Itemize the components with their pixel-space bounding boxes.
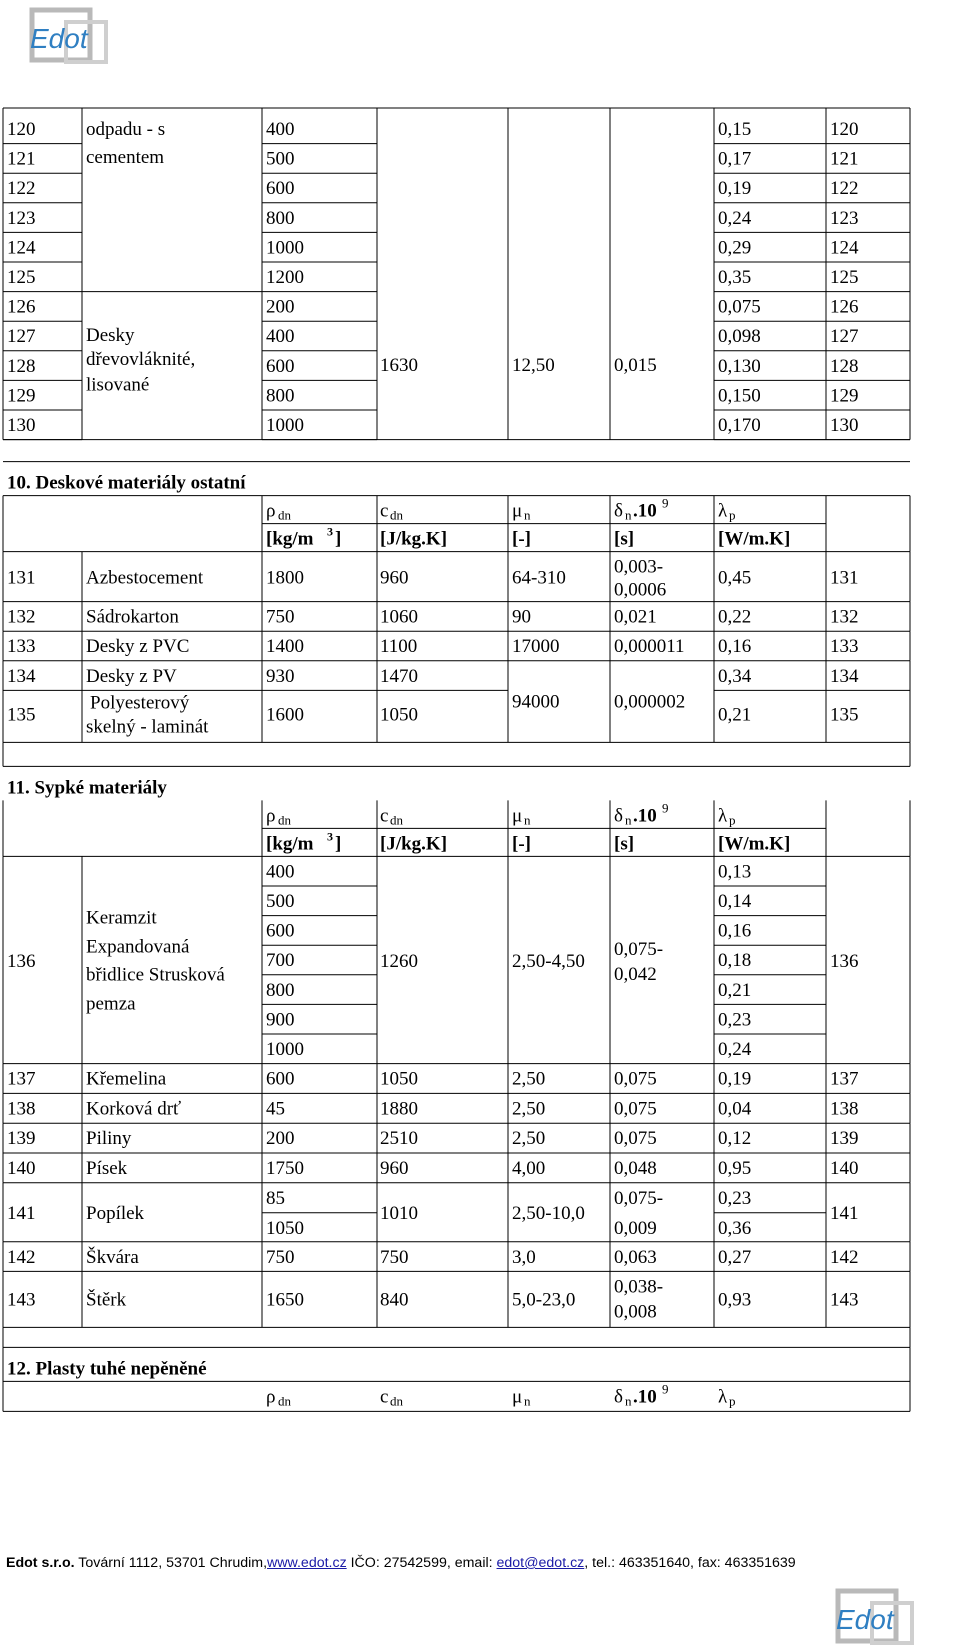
row-number-right: 128	[830, 355, 859, 377]
table-cell: 200	[266, 1128, 295, 1150]
group-label: odpadu - s	[86, 119, 166, 140]
density-value: 400	[266, 119, 295, 140]
table-cell: 139	[7, 1128, 36, 1150]
table-cell: 133	[830, 636, 859, 658]
lambda-value: 0,23	[718, 1009, 752, 1031]
density-value: 600	[266, 920, 295, 942]
table-cell: 133	[7, 636, 36, 658]
row-number: 141	[7, 1202, 36, 1224]
row-number-right: 120	[830, 119, 859, 140]
delta-sub: n	[625, 812, 632, 828]
lambda-value: 0,45	[718, 567, 752, 589]
delta-symbol: δ	[614, 500, 623, 522]
lambda-value: 0,075	[718, 296, 761, 318]
row-number: 127	[7, 326, 36, 348]
rho-unit-end: ]	[335, 833, 342, 855]
table-cell: 90	[512, 606, 531, 628]
row-number: 120	[7, 119, 36, 140]
row-number: 129	[7, 385, 36, 407]
mu-symbol: μ	[512, 1386, 523, 1408]
delta-tail: .10	[633, 1386, 657, 1408]
table-cell: 0,000011	[614, 636, 685, 658]
delta-value: 0,000002	[614, 691, 686, 713]
delta-symbol: δ	[614, 1386, 623, 1408]
row-number: 135	[7, 704, 36, 726]
c-sub: dn	[390, 1393, 403, 1409]
density-value: 900	[266, 1009, 295, 1031]
delta-value: 0,075-	[614, 1187, 664, 1209]
table-cell: 1100	[380, 636, 418, 658]
rho-sub: dn	[278, 1393, 291, 1409]
specific-heat-value: 960	[380, 567, 409, 589]
table-cell: 960	[380, 1158, 409, 1179]
density-value: 200	[266, 296, 295, 318]
table-cell: 0,04	[718, 1098, 752, 1120]
density-value: 800	[266, 385, 295, 407]
table-cell: 0,95	[718, 1158, 752, 1179]
specific-heat-value: 1630	[380, 354, 418, 376]
group-label: cementem	[86, 147, 165, 168]
mu-value: 5,0-23,0	[512, 1289, 576, 1311]
table-cell: 0,27	[718, 1246, 752, 1268]
mu-value: 64-310	[512, 567, 566, 589]
rho-symbol: ρ	[266, 500, 276, 522]
delta-value: 0,0006	[614, 579, 667, 601]
c-sub: dn	[390, 507, 403, 523]
lambda-value: 0,35	[718, 267, 752, 288]
delta-sub: n	[625, 507, 632, 523]
material-name: Azbestocement	[86, 567, 204, 589]
density-value: 600	[266, 355, 295, 377]
table-cell: 0,16	[718, 636, 752, 658]
section-title: 10. Deskové materiály ostatní	[7, 472, 246, 494]
group-label: Desky	[86, 325, 135, 347]
c-unit: [J/kg.K]	[380, 833, 448, 855]
table-cell: 140	[830, 1158, 859, 1179]
row-number: 123	[7, 207, 36, 229]
row-number: 134	[7, 665, 36, 687]
logo-text: Edot	[30, 23, 88, 54]
density-value: 1200	[266, 267, 304, 288]
table-cell: 0,075	[614, 1128, 657, 1150]
density-value: 1000	[266, 1039, 304, 1060]
edot-logo-bottom	[828, 1585, 924, 1651]
row-number: 121	[7, 148, 36, 170]
row-number-right: 135	[830, 704, 859, 726]
table-cell: 0,22	[718, 606, 752, 628]
c-unit: [J/kg.K]	[380, 528, 448, 550]
group-label: lisované	[86, 374, 150, 396]
lambda-value: 0,15	[718, 119, 752, 140]
lambda-value: 0,130	[718, 355, 761, 377]
row-number: 136	[7, 951, 36, 972]
delta-value: 0,003-	[614, 556, 664, 578]
density-value: 1650	[266, 1289, 304, 1311]
row-number-right: 143	[830, 1289, 859, 1311]
lambda-sub: p	[729, 812, 736, 828]
section-title: 12. Plasty tuhé nepěněné	[7, 1358, 207, 1380]
delta-tail: .10	[633, 805, 657, 827]
rho-sub: dn	[278, 507, 291, 523]
row-number: 125	[7, 267, 36, 288]
rho-unit: [kg/m	[266, 833, 314, 855]
density-value: 400	[266, 326, 295, 348]
lambda-value: 0,150	[718, 385, 761, 407]
row-number-right: 136	[830, 951, 859, 972]
material-name: Expandovaná	[86, 936, 190, 958]
lambda-value: 0,17	[718, 148, 752, 170]
material-name: Desky z PVC	[86, 636, 190, 658]
c-symbol: c	[380, 500, 389, 522]
mu-symbol: μ	[512, 500, 523, 522]
specific-heat-value: 1050	[380, 704, 418, 726]
material-name: Škvára	[86, 1246, 139, 1268]
lambda-value: 0,170	[718, 415, 761, 436]
table-cell: 750	[266, 606, 295, 628]
mu-unit: [-]	[512, 833, 531, 855]
table-cell: 0,048	[614, 1158, 657, 1179]
row-number-right: 126	[830, 296, 859, 318]
row-number-right: 122	[830, 178, 859, 200]
row-number: 130	[7, 415, 36, 436]
delta-sup: 9	[662, 800, 669, 816]
density-value: 930	[266, 665, 295, 687]
lambda-sub: p	[729, 1393, 736, 1409]
material-name: břidlice Strusková	[86, 964, 225, 986]
density-value: 700	[266, 950, 295, 972]
delta-tail: .10	[633, 500, 657, 522]
c-symbol: c	[380, 805, 389, 827]
rho-unit-sup: 3	[327, 524, 333, 539]
delta-sup: 9	[662, 1381, 669, 1397]
density-value: 1600	[266, 704, 304, 726]
rho-symbol: ρ	[266, 805, 276, 827]
mu-sub: n	[524, 1393, 531, 1409]
table-cell: 750	[380, 1246, 409, 1268]
table-cell: 140	[7, 1158, 36, 1179]
density-value: 500	[266, 148, 295, 170]
material-name: pemza	[86, 993, 136, 1015]
lambda-value: 0,36	[718, 1217, 752, 1239]
density-value: 1000	[266, 237, 304, 259]
table-cell: 132	[7, 606, 36, 628]
delta-value: 0,015	[614, 354, 657, 376]
material-name: Křemelina	[86, 1068, 167, 1090]
specific-heat-value: 840	[380, 1289, 409, 1311]
rho-symbol: ρ	[266, 1386, 276, 1408]
table-cell: 1060	[380, 606, 418, 628]
lambda-value: 0,18	[718, 950, 752, 972]
row-number-right: 125	[830, 267, 859, 288]
lambda-value: 0,34	[718, 665, 752, 687]
delta-sub: n	[625, 1393, 632, 1409]
table-cell: 0,021	[614, 606, 657, 628]
table-cell: 45	[266, 1098, 285, 1120]
density-value: 400	[266, 861, 295, 883]
specific-heat-value: 1470	[380, 665, 418, 687]
row-number: 131	[7, 567, 36, 589]
rho-unit-end: ]	[335, 528, 342, 550]
material-name: Štěrk	[86, 1289, 127, 1311]
table-cell: 17000	[512, 636, 560, 658]
row-number-right: 129	[830, 385, 859, 407]
material-name: Polyesterový	[90, 692, 190, 714]
row-number: 143	[7, 1289, 36, 1311]
footer-ico: IČO: 27542599, email:	[346, 1555, 497, 1571]
section-title: 11. Sypké materiály	[7, 777, 167, 799]
footer-address: Tovární 1112, 53701 Chrudim,	[74, 1555, 268, 1571]
table-cell: 0,075	[614, 1098, 657, 1120]
material-name: Popílek	[86, 1202, 145, 1224]
material-name: skelný - laminát	[86, 716, 209, 738]
lambda-symbol: λ	[718, 805, 728, 827]
delta-value: 0,038-	[614, 1276, 664, 1298]
lambda-value: 0,24	[718, 1039, 752, 1060]
footer	[6, 1555, 956, 1571]
row-number-right: 134	[830, 665, 859, 687]
table-cell: 0,12	[718, 1128, 752, 1150]
table-cell: 142	[830, 1246, 859, 1268]
table-cell: 4,00	[512, 1158, 546, 1179]
footer-web-link[interactable]: www.edot.cz	[267, 1555, 347, 1571]
lambda-value: 0,21	[718, 979, 752, 1001]
lambda-value: 0,16	[718, 920, 752, 942]
specific-heat-value: 1260	[380, 951, 418, 972]
table-cell: 132	[830, 606, 859, 628]
mu-value: 12,50	[512, 354, 555, 376]
group-label: dřevovláknité,	[86, 348, 196, 370]
table-cell: 750	[266, 1246, 295, 1268]
lambda-value: 0,24	[718, 207, 752, 229]
c-sub: dn	[390, 812, 403, 828]
logo-text-bottom: Edot	[836, 1604, 894, 1635]
density-value: 500	[266, 891, 295, 912]
row-number-right: 131	[830, 567, 859, 589]
delta-unit: [s]	[614, 833, 635, 855]
mu-unit: [-]	[512, 528, 531, 550]
material-name: Korková drť	[86, 1098, 182, 1120]
table-cell: 138	[7, 1098, 36, 1120]
row-number-right: 121	[830, 148, 859, 170]
rho-unit: [kg/m	[266, 528, 314, 550]
mu-sub: n	[524, 812, 531, 828]
rho-unit-sup: 3	[327, 829, 333, 844]
lambda-value: 0,93	[718, 1289, 752, 1311]
density-value: 85	[266, 1187, 285, 1209]
material-name: Písek	[86, 1158, 128, 1179]
footer-phones: , tel.: 463351640, fax: 463351639	[584, 1555, 796, 1571]
lambda-value: 0,098	[718, 326, 761, 348]
mu-value: 2,50-4,50	[512, 951, 585, 972]
rho-sub: dn	[278, 812, 291, 828]
lambda-value: 0,29	[718, 237, 752, 259]
c-symbol: c	[380, 1386, 389, 1408]
density-value: 1000	[266, 415, 304, 436]
delta-value: 0,075-	[614, 939, 664, 960]
lambda-value: 0,13	[718, 861, 752, 883]
table-cell: 600	[266, 1068, 295, 1090]
lambda-symbol: λ	[718, 1386, 728, 1408]
material-name: Keramzit	[86, 907, 157, 929]
mu-sub: n	[524, 507, 531, 523]
row-number: 126	[7, 296, 36, 318]
density-value: 1800	[266, 567, 304, 589]
density-value: 1050	[266, 1217, 304, 1239]
table-cell: 139	[830, 1128, 859, 1150]
lambda-value: 0,23	[718, 1187, 752, 1209]
row-number-right: 130	[830, 415, 859, 436]
delta-value: 0,008	[614, 1301, 657, 1323]
table-cell: 1880	[380, 1098, 418, 1120]
delta-value: 0,009	[614, 1217, 657, 1239]
row-number: 128	[7, 355, 36, 377]
density-value: 600	[266, 178, 295, 200]
lambda-symbol: λ	[718, 500, 728, 522]
lambda-value: 0,14	[718, 891, 752, 912]
table-cell: 2,50	[512, 1098, 546, 1120]
delta-unit: [s]	[614, 528, 635, 550]
table-cell: 137	[7, 1068, 36, 1090]
table-cell: 137	[830, 1068, 859, 1090]
table-cell: 0,075	[614, 1068, 657, 1090]
row-number: 122	[7, 178, 36, 200]
table-cell: 0,19	[718, 1068, 752, 1090]
table-cell: 0,063	[614, 1246, 657, 1268]
mu-value: 94000	[512, 691, 560, 713]
row-number-right: 141	[830, 1202, 859, 1224]
specific-heat-value: 1010	[380, 1202, 418, 1224]
density-value: 800	[266, 207, 295, 229]
material-name: Sádrokarton	[86, 606, 179, 628]
lambda-sub: p	[729, 507, 736, 523]
table-cell: 2,50	[512, 1068, 546, 1090]
table-cell: 3,0	[512, 1246, 536, 1268]
lambda-value: 0,21	[718, 704, 752, 726]
row-number-right: 124	[830, 237, 859, 259]
material-name: Desky z PV	[86, 665, 177, 687]
footer-company: Edot s.r.o.	[6, 1555, 75, 1571]
table-cell: 1400	[266, 636, 304, 658]
footer-email-link[interactable]: edot@edot.cz	[496, 1555, 585, 1571]
material-name: Piliny	[86, 1128, 132, 1150]
lambda-unit: [W/m.K]	[718, 528, 791, 550]
table-cell: 2,50	[512, 1128, 546, 1150]
lambda-unit: [W/m.K]	[718, 833, 791, 855]
table-cell: 1050	[380, 1068, 418, 1090]
table-cell: 138	[830, 1098, 859, 1120]
lambda-value: 0,19	[718, 178, 752, 200]
mu-value: 2,50-10,0	[512, 1202, 585, 1224]
density-value: 800	[266, 979, 295, 1001]
row-number: 124	[7, 237, 36, 259]
delta-symbol: δ	[614, 805, 623, 827]
delta-value: 0,042	[614, 964, 657, 985]
table-cell: 1750	[266, 1158, 304, 1179]
row-number-right: 127	[830, 326, 859, 348]
row-number-right: 123	[830, 207, 859, 229]
table-cell: 2510	[380, 1128, 418, 1150]
table-cell: 142	[7, 1246, 36, 1268]
mu-symbol: μ	[512, 805, 523, 827]
delta-sup: 9	[662, 495, 669, 511]
